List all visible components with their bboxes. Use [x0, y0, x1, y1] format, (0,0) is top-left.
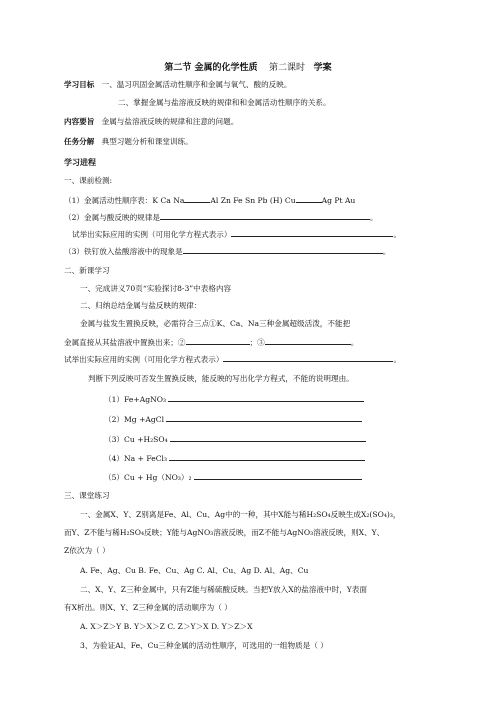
- s2-p1: 一、完成讲义70页“实验探讨8-3”中表格内容: [80, 284, 232, 293]
- s2-p4-text-a: 金属直接从其盐溶液中置换出来；②: [64, 338, 186, 347]
- s3-q1-line-2: 而Y、Z不能与稀H₂SO₄反映；Y能与AgNO₃溶液反映，而Z不能与AgNO₃溶液反映，则X、Y、: [64, 528, 385, 537]
- s1-q2-end: 。: [369, 213, 378, 222]
- task-label: 任务分解: [64, 137, 95, 146]
- s1-q2b: [72, 228, 401, 240]
- blank[interactable]: [170, 433, 366, 442]
- key-points-label: 内容要旨: [64, 117, 95, 126]
- reaction-2-text: （2）Mg +AgCl: [104, 415, 165, 424]
- s3-q1-options: A. Fe、Ag、Cu B. Fe、Cu、Ag C. Al、Cu、Ag D. Al、Ag、Cu: [80, 566, 309, 575]
- objectives-label: 学习目标: [64, 80, 95, 89]
- reaction-1-text: （1）Fe+AgNO₃: [104, 395, 166, 404]
- reaction-2: [104, 413, 362, 425]
- title-section: 第二节 金属的化学性质: [164, 63, 258, 73]
- s1-q2-text: （2）金属与酸反映的规律是: [64, 213, 160, 222]
- title-type: 学案: [313, 63, 332, 73]
- s3-q2-options: A. X＞Z＞Y B. Y＞X＞Z C. Z＞Y＞X D. Y＞Z＞X: [80, 622, 253, 631]
- s2-heading: 二、新课学习: [64, 266, 110, 275]
- blank[interactable]: [186, 336, 250, 345]
- blank[interactable]: [168, 393, 364, 402]
- s1-q2: [64, 211, 378, 223]
- s2-p4-text-b: ；③: [249, 338, 265, 347]
- s3-q2-line-1: 二、X、Y、Z三种金属中，只有Z能与稀硫酸反映。当把Y放入X的盐溶液中时，Y表面: [80, 585, 367, 594]
- task-text: 典型习题分析和课堂训练。: [101, 137, 193, 146]
- s2-p5-text: 试举出实际应用的实例（可用化学方程式表示）: [64, 355, 224, 364]
- s1-heading: 一、课前检测:: [64, 176, 113, 185]
- blank[interactable]: [166, 413, 362, 422]
- s1-q3-end: 。: [382, 247, 391, 256]
- reaction-3-text: （3）Cu +H₂SO₄: [104, 435, 168, 444]
- objectives-line-1: [64, 80, 291, 90]
- s2-p6: 判断下列反映可否发生置换反映，能反映的写出化学方程式，不能的说明理由。: [88, 374, 354, 383]
- reaction-4-text: （4）Na + FeCl₃: [104, 454, 168, 463]
- s1-q2b-text: 试举出实际应用的实例（可用化学方程式表示）: [72, 230, 232, 239]
- objectives-item-1: 一、温习巩固金属活动性顺序和金属与氧气、酸的反映。: [101, 80, 292, 89]
- s3-q1-line-3: Z依次为（ ）: [64, 546, 110, 555]
- key-points-line: [64, 117, 238, 127]
- blank[interactable]: [169, 452, 365, 461]
- s1-q1-part-c: Ag Pt Au: [321, 196, 356, 205]
- s1-q3-text: （3）铁钉放入盐酸溶液中的现象是: [64, 247, 183, 256]
- s3-heading: 三、课堂练习: [64, 491, 110, 500]
- s2-p3: 金属与盐发生置换反映，必需符合三点①K、Ca、Na三种金属超级活泼，不能把: [80, 319, 351, 328]
- reaction-5-text: （5）Cu + Hg（NO₃）₂: [104, 473, 192, 482]
- blank[interactable]: [194, 471, 362, 480]
- blank[interactable]: [160, 211, 370, 220]
- reaction-1: [104, 393, 364, 405]
- reaction-5: [104, 471, 362, 483]
- task-line: [64, 137, 193, 147]
- title-lesson: 第二课时: [268, 63, 305, 73]
- blank[interactable]: [231, 228, 393, 237]
- reaction-3: [104, 433, 366, 445]
- s2-p2: 二、归纳总结金属与盐反映的规律：: [80, 301, 202, 310]
- s2-p4: [64, 336, 358, 348]
- blank[interactable]: [183, 245, 383, 254]
- key-points-text: 金属与盐溶液反映的规律和注意的问题。: [101, 117, 239, 126]
- reaction-4: [104, 452, 365, 464]
- process-label: 学习进程: [64, 157, 96, 167]
- s2-p5-end: 。: [393, 355, 402, 364]
- s3-q2-line-2: 有X析出。则X、Y、Z三种金属的活动顺序为（ ）: [64, 603, 232, 612]
- s1-q1-part-b: Al Zn Fe Sn Pb (H) Cu: [210, 196, 296, 205]
- s3-q1-line-1: 一、金属X、Y、Z别离是Fe、Al、Cu、Ag中的一种，其中X能与稀H₂SO₄反映生成X₂(SO₄)₃，: [80, 510, 401, 519]
- s3-q3: 3、为验证Al、Fe、Cu三种金属的活动性顺序，可选用的一组物质是（ ）: [80, 641, 328, 650]
- objectives-item-2: 二、掌握金属与盐溶液反映的规律和和金属活动性顺序的关系。: [118, 98, 331, 107]
- s1-q3: [64, 245, 390, 257]
- blank[interactable]: [223, 353, 393, 362]
- blank[interactable]: [184, 194, 210, 203]
- blank[interactable]: [296, 194, 322, 203]
- s1-q1: [64, 194, 355, 206]
- s2-p5: [64, 353, 401, 365]
- s1-q1-part-a: （1）金属活动性顺序表：K Ca Na: [64, 196, 185, 205]
- blank[interactable]: [265, 336, 351, 345]
- page-title: [0, 60, 496, 73]
- s1-q2b-end: 。: [393, 230, 402, 239]
- s2-p4-text-c: 。: [350, 338, 359, 347]
